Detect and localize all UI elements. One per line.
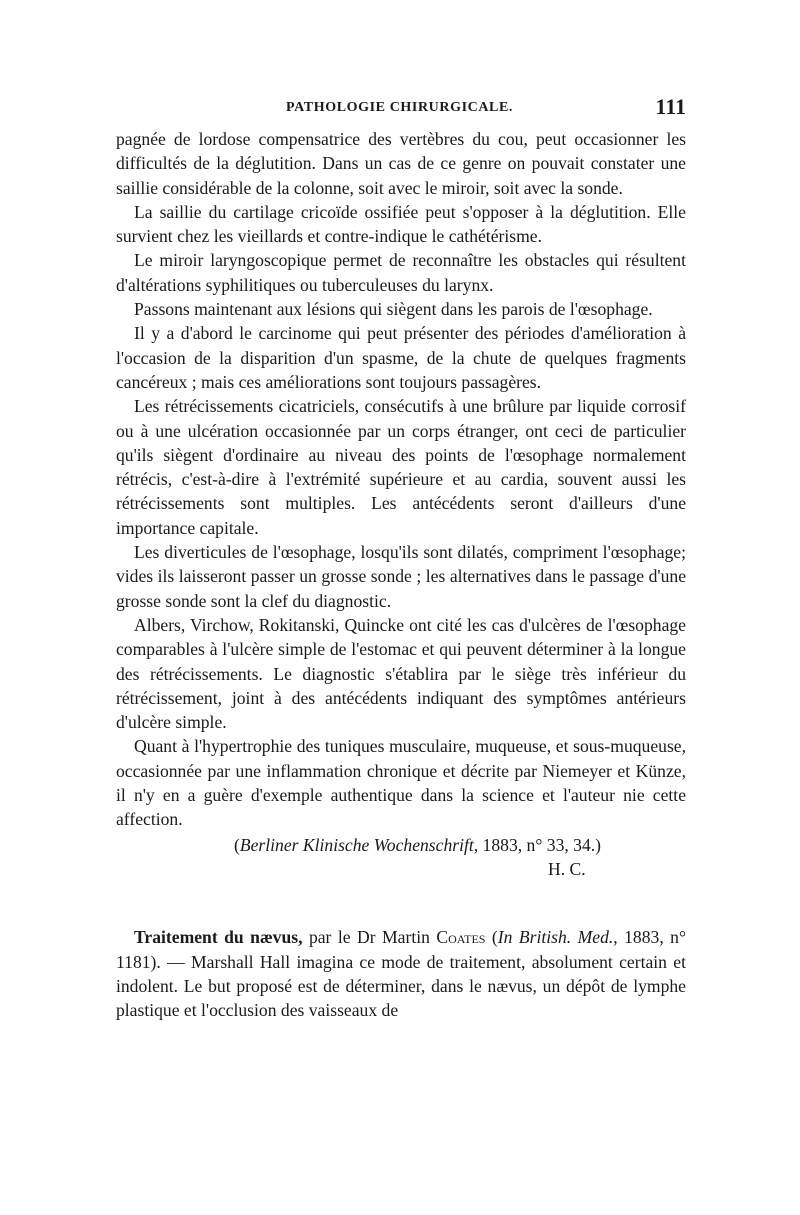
citation-journal: Berliner Klinische Wochenschrift,: [239, 834, 479, 855]
paragraph: Les diverticules de l'œsophage, losqu'ils sont dilatés, compriment l'œsophage; vides ils laisseront passer un grosse sonde ; les alternatives dans le passage d'une grosse sonde sont la clef du diagnostic.: [116, 542, 686, 611]
paragraph: Le miroir laryngoscopique permet de reconnaître les obstacles qui résultent d'altérations syphilitiques ou tuberculeuses du larynx.: [116, 250, 686, 295]
article-byline: par le Dr Martin: [302, 927, 437, 948]
paragraph: pagnée de lordose compensatrice des vertèbres du cou, peut occasionner les difficultés de la déglutition. Dans un cas de ce genre on pouvait constater une saillie considérable de la colonne, soit avec le miroir, soit avec la sonde.: [116, 129, 686, 198]
running-head: PATHOLOGIE CHIRURGICALE.: [286, 100, 514, 115]
citation-paren: (: [234, 834, 240, 855]
page-header: [116, 94, 686, 124]
article-paragraph: [116, 925, 686, 1022]
paragraph: Passons maintenant aux lésions qui siègent dans les parois de l'œsophage.: [134, 299, 653, 320]
article-author: Coates: [436, 927, 486, 948]
source-citation: [116, 833, 686, 857]
section-gap: [116, 881, 686, 925]
page-number: 111: [655, 94, 686, 119]
paragraph: Quant à l'hypertrophie des tuniques musculaire, muqueuse, et sous-muqueuse, occasionnée par une inflammation chronique et décrite par Niemeyer et Künze, il n'y en a guère d'exemple authentique dans la science et l'auteur nie cette affection.: [116, 736, 686, 830]
article-title: Traitement du nævus,: [134, 927, 303, 948]
article-cite-open: (: [485, 927, 498, 948]
paragraph: Il y a d'abord le carcinome qui peut présenter des périodes d'amélioration à l'occasion de la disparition d'un spasme, de la chute de quelques fragments cancéreux ; mais ces améliorations sont toujours passagères.: [116, 323, 686, 392]
article-journal: In British. Med.,: [497, 927, 618, 948]
paragraph: Les rétrécissements cicatriciels, consécutifs à une brûlure par liquide corrosif ou à une ulcération occasionnée par un corps étranger, ont ceci de particulier qu'ils siègent d'ordinaire au niveau des points de l'œsophage normalement rétrécis, c'est-à-dire à l'extrémité supérieure et au cardia, souvent aussi les rétrécissements sont multiples. Les antécédents seront d'ailleurs d'une importance capitale.: [116, 396, 686, 538]
citation-details: 1883, n° 33, 34.): [478, 834, 602, 855]
page-body: [116, 127, 686, 1022]
author-initials: H. C.: [548, 858, 586, 879]
paragraph: La saillie du cartilage cricoïde ossifiée peut s'opposer à la déglutition. Elle survient chez les vieillards et contre-indique le cathétérisme.: [116, 201, 686, 247]
paragraph: Albers, Virchow, Rokitanski, Quincke ont cité les cas d'ulcères de l'œsophage comparables à l'ulcère simple de l'estomac et qui peuvent déterminer à la longue des rétrécissements. Le diagnostic s'établira par le siège très inférieur du rétrécissement, joint à des antécédents indiquant des symptômes antérieurs d'ulcère simple.: [116, 614, 686, 733]
article-text: 1883, n° 1181). — Marshall Hall imagina ce mode de traitement, absolument certain et indolent. Le but proposé est de déterminer, dans le nævus, un dépôt de lymphe plastique et l'occlusion des vaisseaux de: [116, 927, 687, 1021]
